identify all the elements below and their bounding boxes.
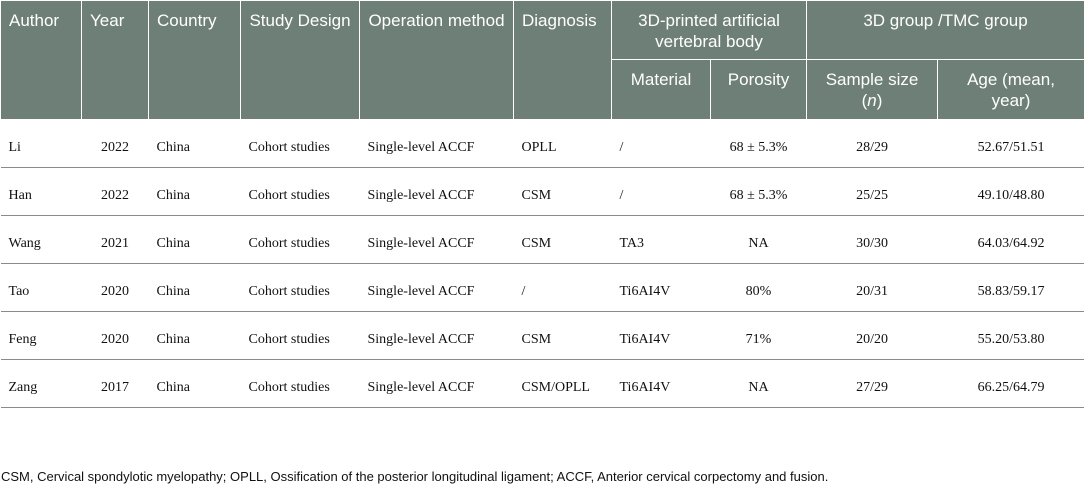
cell-diagnosis: CSM	[514, 168, 612, 216]
cell-diagnosis: CSM	[514, 312, 612, 360]
table-row	[1, 264, 1084, 312]
header-author: Author	[1, 1, 82, 120]
cell-sample-size: 25/25	[807, 168, 938, 216]
cell-age: 58.83/59.17	[938, 264, 1084, 312]
cell-diagnosis: CSM	[514, 216, 612, 264]
table-row	[1, 312, 1084, 360]
cell-author: Tao	[1, 264, 82, 312]
cell-year: 2020	[82, 264, 149, 312]
header-3d-printed-group: 3D-printed artificial vertebral body	[612, 1, 807, 60]
cell-author: Feng	[1, 312, 82, 360]
cell-design: Cohort studies	[241, 216, 360, 264]
cell-material: /	[612, 120, 711, 168]
cell-year: 2022	[82, 168, 149, 216]
header-study-design: Study Design	[241, 1, 360, 120]
cell-country: China	[149, 120, 241, 168]
cell-method: Single-level ACCF	[360, 216, 514, 264]
cell-country: China	[149, 264, 241, 312]
cell-sample-size: 27/29	[807, 360, 938, 408]
cell-country: China	[149, 312, 241, 360]
cell-design: Cohort studies	[241, 312, 360, 360]
table-body	[1, 120, 1084, 408]
header-material: Material	[612, 60, 711, 120]
cell-material: /	[612, 168, 711, 216]
header-sample-size-n: n	[867, 91, 877, 110]
cell-method: Single-level ACCF	[360, 264, 514, 312]
cell-year: 2017	[82, 360, 149, 408]
cell-porosity: 68 ± 5.3%	[711, 168, 807, 216]
cell-porosity: 80%	[711, 264, 807, 312]
cell-diagnosis: /	[514, 264, 612, 312]
header-sample-size: Sample size (n)	[807, 60, 938, 120]
cell-year: 2021	[82, 216, 149, 264]
cell-country: China	[149, 360, 241, 408]
cell-author: Han	[1, 168, 82, 216]
table-row	[1, 120, 1084, 168]
cell-age: 64.03/64.92	[938, 216, 1084, 264]
cell-country: China	[149, 216, 241, 264]
cell-design: Cohort studies	[241, 360, 360, 408]
cell-material: TA3	[612, 216, 711, 264]
cell-country: China	[149, 168, 241, 216]
cell-method: Single-level ACCF	[360, 312, 514, 360]
cell-design: Cohort studies	[241, 264, 360, 312]
cell-diagnosis: CSM/OPLL	[514, 360, 612, 408]
cell-year: 2020	[82, 312, 149, 360]
cell-design: Cohort studies	[241, 168, 360, 216]
header-age: Age (mean, year)	[938, 60, 1084, 120]
cell-method: Single-level ACCF	[360, 120, 514, 168]
header-country: Country	[149, 1, 241, 120]
cell-porosity: NA	[711, 216, 807, 264]
cell-age: 66.25/64.79	[938, 360, 1084, 408]
cell-sample-size: 20/31	[807, 264, 938, 312]
cell-age: 52.67/51.51	[938, 120, 1084, 168]
cell-porosity: NA	[711, 360, 807, 408]
header-3d-tmc-group: 3D group /TMC group	[807, 1, 1084, 60]
cell-design: Cohort studies	[241, 120, 360, 168]
cell-porosity: 68 ± 5.3%	[711, 120, 807, 168]
cell-sample-size: 30/30	[807, 216, 938, 264]
cell-method: Single-level ACCF	[360, 168, 514, 216]
cell-material: Ti6AI4V	[612, 312, 711, 360]
table-footnote: CSM, Cervical spondylotic myelopathy; OPLL, Ossification of the posterior longitudinal ligament; ACCF, Anterior cervical corpectomy and fusion.	[1, 469, 829, 484]
cell-author: Wang	[1, 216, 82, 264]
table-header	[1, 1, 1084, 120]
cell-diagnosis: OPLL	[514, 120, 612, 168]
cell-material: Ti6AI4V	[612, 264, 711, 312]
cell-author: Li	[1, 120, 82, 168]
cell-material: Ti6AI4V	[612, 360, 711, 408]
cell-year: 2022	[82, 120, 149, 168]
cell-porosity: 71%	[711, 312, 807, 360]
cell-age: 55.20/53.80	[938, 312, 1084, 360]
header-operation-method: Operation method	[360, 1, 514, 120]
header-year: Year	[82, 1, 149, 120]
table-row	[1, 168, 1084, 216]
cell-method: Single-level ACCF	[360, 360, 514, 408]
header-diagnosis: Diagnosis	[514, 1, 612, 120]
table-row	[1, 216, 1084, 264]
cell-sample-size: 20/20	[807, 312, 938, 360]
table-row	[1, 360, 1084, 408]
cell-author: Zang	[1, 360, 82, 408]
cell-age: 49.10/48.80	[938, 168, 1084, 216]
header-porosity: Porosity	[711, 60, 807, 120]
cell-sample-size: 28/29	[807, 120, 938, 168]
